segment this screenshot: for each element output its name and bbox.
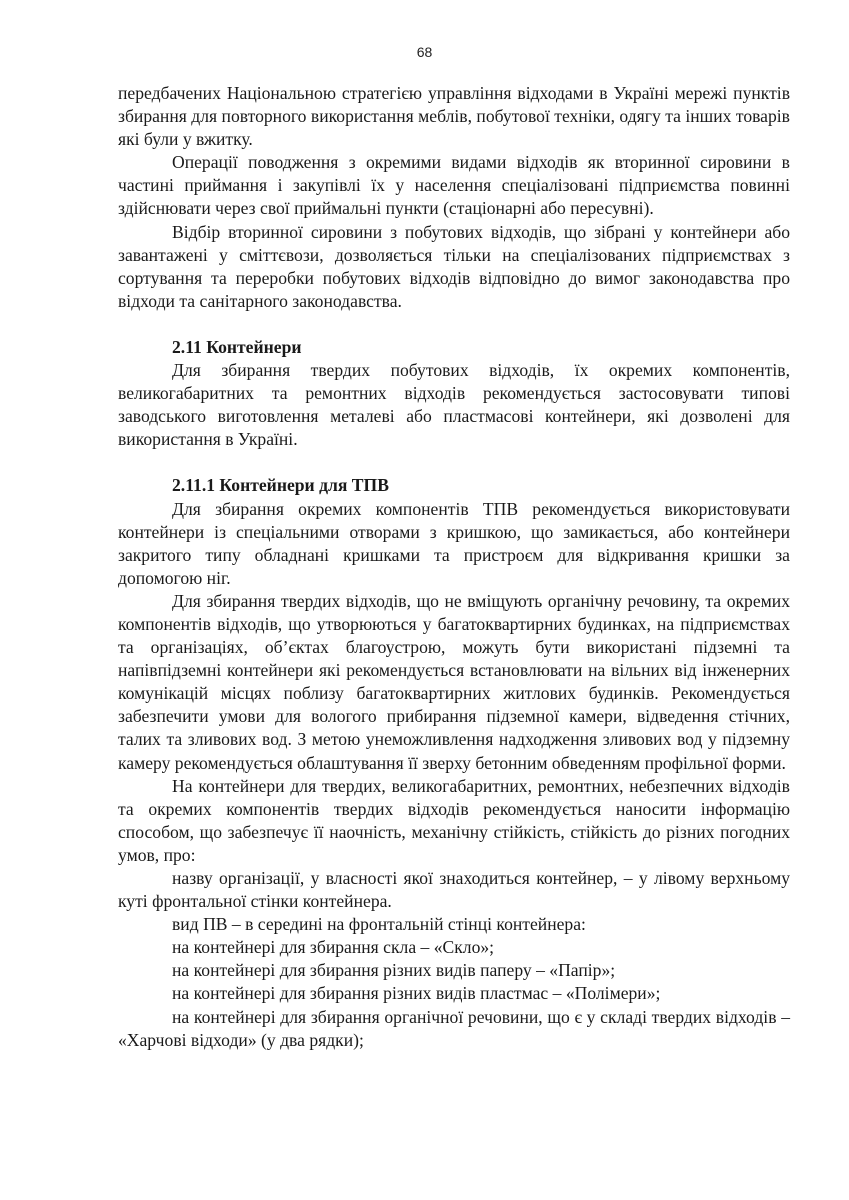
list-item: на контейнері для збирання різних видів пластмас – «Полімери»; bbox=[172, 983, 661, 1004]
list-item: на контейнері для збирання різних видів паперу – «Папір»; bbox=[172, 960, 616, 981]
paragraph-waste-type: вид ПВ – в середині на фронтальній стінці контейнера: bbox=[172, 914, 586, 935]
list-item: на контейнері для збирання органічної речовини, що є у складі твердих відходів – «Харчові відходи» (у два рядки); bbox=[118, 1006, 790, 1050]
list-item: на контейнері для збирання скла – «Скло»; bbox=[172, 937, 495, 958]
paragraph-tpv-containers: Для збирання окремих компонентів ТПВ рекомендується використовувати контейнери із спеціальними отворами з кришкою, що замикається, або контейнери закритого типу обладнані кришками та пристроєм для відкривання кришки за допомогою ніг. bbox=[118, 498, 790, 588]
spacer bbox=[118, 451, 790, 474]
paragraph-selection: Відбір вторинної сировини з побутових відходів, що зібрані у контейнери або завантажені у сміттєвози, дозволяється тільки на спеціалізованих підприємствах з сортування та переробки побутових відходів відповідно до вимог законодавства про відходи та санітарного законодавства. bbox=[118, 221, 790, 311]
paragraph-underground-containers: Для збирання твердих відходів, що не вміщують органічну речовину, та окремих компонентів відходів, що утворюються у багатоквартирних будинках, на підприємствах та організаціях, об’єктах благоустрою, можуть бути використані підземні та напівпідземні контейнери які рекомендується встановлювати на вільних від інженерних комунікацій місцях поблизу багатоквартирних житлових будинків. Рекомендується забезпечити умови для вологого прибирання підземної камери, відведення стічних, талих та зливових вод. З метою унеможливлення надходження зливових вод у підземну камеру рекомендується облаштування її зверху бетонним обведенням профільної форми. bbox=[118, 590, 790, 773]
section-heading-2-11-1: 2.11.1 Контейнери для ТПВ bbox=[172, 475, 389, 496]
section-heading-2-11: 2.11 Контейнери bbox=[172, 336, 302, 357]
paragraph-intro: передбачених Національною стратегією управління відходами в Україні мережі пунктів збирання для повторного використання меблів, побутової техніки, одягу та інших товарів які були у вжитку. bbox=[118, 83, 790, 150]
paragraph-operations: Операції поводження з окремими видами відходів як вторинної сировини в частині приймання і закупівлі їх у населення спеціалізовані підприємства повинні здійснювати через свої приймальні пункти (стаціонарні або пересувні). bbox=[118, 152, 790, 219]
spacer bbox=[118, 313, 790, 336]
paragraph-labeling: На контейнери для твердих, великогабаритних, ремонтних, небезпечних відходів та окремих компонентів твердих відходів рекомендується наносити інформацію способом, що забезпечує її наочність, механічну стійкість, стійкість до різних погодних умов, про: bbox=[118, 775, 790, 865]
paragraph-organization-name: назву організації, у власності якої знаходиться контейнер, – у лівому верхньому куті фронтальної стінки контейнера. bbox=[118, 868, 790, 912]
paragraph-containers: Для збирання твердих побутових відходів, їх окремих компонентів, великогабаритних та ремонтних відходів рекомендується застосовувати типові заводського виготовлення металеві або пластмасові контейнери, які дозволені для використання в Україні. bbox=[118, 360, 790, 450]
document-body bbox=[118, 82, 790, 1052]
page-number: 68 bbox=[416, 44, 433, 60]
